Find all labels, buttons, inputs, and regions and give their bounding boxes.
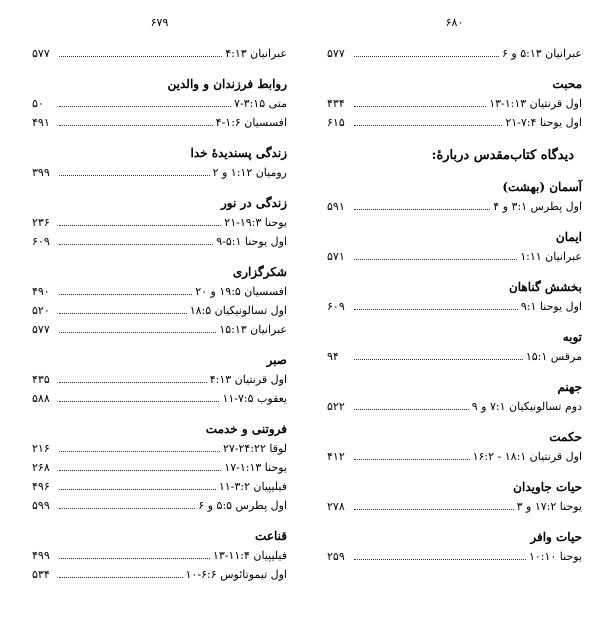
- index-entry: [32, 458, 287, 477]
- entry-reference: افسسیان ۱:۶-۴: [215, 116, 287, 129]
- dot-leader: [59, 304, 187, 314]
- dot-leader: [354, 500, 514, 510]
- index-entry: [32, 301, 287, 320]
- entry-page: ۵۷۷: [32, 323, 50, 336]
- page-number-left: ۶۷۹: [150, 16, 169, 29]
- index-section: [327, 378, 582, 416]
- index-entry: [32, 44, 287, 63]
- top-entry: [32, 44, 287, 63]
- index-section: [327, 328, 582, 366]
- section-title: توبه: [562, 330, 582, 344]
- index-section: [32, 144, 287, 182]
- entry-reference: اول پطرس ۵:۵ و ۶: [198, 499, 287, 512]
- index-section: [327, 178, 582, 216]
- entry-reference: متی ۳:۱۵-۷: [234, 97, 287, 110]
- dot-leader: [354, 200, 490, 210]
- right-page: [327, 16, 582, 578]
- index-entry: [32, 213, 287, 232]
- entry-page: ۴۹۰: [32, 285, 50, 298]
- dot-leader: [59, 568, 183, 578]
- entry-page: ۴۳۴: [327, 97, 345, 110]
- entry-reference: اول قرنتیان ۱۸:۱ - ۱۶:۲: [472, 450, 582, 463]
- entry-reference: اول پطرس ۳:۱ و ۴: [493, 200, 582, 213]
- index-entry: [32, 389, 287, 408]
- entry-page: ۴۱۲: [327, 450, 345, 463]
- entry-page: ۵۷۷: [32, 47, 50, 60]
- entry-reference: عبرانیان ۴:۱۳: [225, 47, 287, 60]
- index-entry: [32, 496, 287, 515]
- entry-page: ۶۱۵: [327, 116, 345, 129]
- entry-reference: اول یوحنا ۹:۱: [520, 300, 582, 313]
- section-title: ایمان: [555, 230, 582, 244]
- entry-reference: اول یوحنا ۵:۱-۹: [216, 235, 287, 248]
- entry-page: ۵۳۴: [32, 568, 50, 581]
- dot-leader: [59, 480, 216, 490]
- section-title: محبت: [552, 77, 582, 91]
- index-entry: [32, 163, 287, 182]
- index-entry: [32, 320, 287, 339]
- entry-page: ۲۵۹: [327, 550, 345, 563]
- dot-leader: [59, 549, 210, 559]
- dot-leader: [59, 216, 221, 226]
- index-section: [327, 75, 582, 132]
- index-entry: [32, 439, 287, 458]
- entry-reference: افسسیان ۱۹:۵ و ۲۰: [195, 285, 287, 298]
- entry-reference: عبرانیان ۱:۱۱: [520, 250, 582, 263]
- dot-leader: [354, 400, 469, 410]
- index-entry: [32, 232, 287, 251]
- entry-page: ۵۲۰: [32, 304, 50, 317]
- index-entry: [327, 44, 582, 63]
- dot-leader: [59, 392, 219, 402]
- index-entry: [327, 497, 582, 516]
- page-number-right: ۶۸۰: [445, 16, 464, 29]
- entry-reference: اول یوحنا ۷:۴-۲۱: [505, 116, 582, 129]
- index-section: [32, 420, 287, 515]
- index-section: [32, 194, 287, 251]
- section-title: صبر: [266, 353, 287, 367]
- index-entry: [327, 113, 582, 132]
- entry-reference: یوحنا ۱۹:۳-۲۱: [224, 216, 287, 229]
- dot-leader: [354, 97, 486, 107]
- section-title: فروتنی و خدمت: [205, 422, 287, 436]
- left-page: [32, 16, 287, 596]
- index-entry: [327, 347, 582, 366]
- entry-reference: فیلیپیان ۱۱:۴-۱۳: [212, 549, 287, 562]
- index-section: [32, 75, 287, 132]
- entry-page: ۴۹۱: [32, 116, 50, 129]
- index-entry: [32, 113, 287, 132]
- dot-leader: [354, 450, 470, 460]
- index-entry: [32, 565, 287, 584]
- entry-reference: اول تسالونیکیان ۱۸:۵: [189, 304, 287, 317]
- entry-page: ۶۰۹: [327, 300, 345, 313]
- top-entry: [327, 44, 582, 63]
- index-entry: [32, 370, 287, 389]
- index-section: [327, 478, 582, 516]
- entry-page: ۶۰۹: [32, 235, 50, 248]
- index-entry: [327, 447, 582, 466]
- section-title: شکرگزاری: [232, 265, 287, 279]
- entry-page: ۴۳۵: [32, 373, 50, 386]
- dot-leader: [59, 461, 221, 471]
- entry-page: ۴۹۹: [32, 549, 50, 562]
- index-entry: [327, 247, 582, 266]
- entry-reference: عبرانیان ۵:۱۳ و ۶: [502, 47, 582, 60]
- index-entry: [32, 282, 287, 301]
- dot-leader: [354, 300, 518, 310]
- index-section: [32, 527, 287, 584]
- entry-page: ۵۹۱: [327, 200, 345, 213]
- section-title: زندگی پسندیدهٔ خدا: [190, 146, 287, 160]
- entry-page: ۲۳۶: [32, 216, 50, 229]
- entry-reference: لوقا ۲۴:۲۲-۲۷: [222, 442, 287, 455]
- entry-reference: اول قرنتیان ۴:۱۳: [209, 373, 287, 386]
- entry-reference: اول قرنتیان ۱:۱۳-۱۳: [489, 97, 582, 110]
- dot-leader: [59, 116, 213, 126]
- section-title: بخشش گناهان: [508, 280, 582, 294]
- entry-page: ۵۷۷: [327, 47, 345, 60]
- dot-leader: [59, 442, 220, 452]
- index-entry: [327, 297, 582, 316]
- entry-page: ۵۲۲: [327, 400, 345, 413]
- index-entry: [327, 94, 582, 113]
- index-entry: [32, 546, 287, 565]
- entry-page: ۲۶۸: [32, 461, 50, 474]
- section-title: حیات جاویدان: [513, 480, 582, 494]
- index-section: [327, 528, 582, 566]
- entry-page: ۵۸۸: [32, 392, 50, 405]
- section-title: حیات وافر: [530, 530, 582, 544]
- entry-reference: یعقوب ۷:۵-۱۱: [222, 392, 287, 405]
- entry-reference: دوم تسالونیکیان ۷:۱ و ۹: [471, 400, 582, 413]
- section-title: زندگی در نور: [221, 196, 287, 210]
- entry-reference: یوحنا ۱:۱۳-۱۷: [224, 461, 287, 474]
- entry-reference: عبرانیان ۱۵:۱۳: [219, 323, 287, 336]
- dot-leader: [354, 116, 502, 126]
- index-entry: [32, 477, 287, 496]
- dot-leader: [59, 47, 222, 57]
- section-title: روابط فرزندان و والدین: [167, 77, 287, 91]
- index-entry: [32, 94, 287, 113]
- entry-page: ۲۷۸: [327, 500, 345, 513]
- index-section: [327, 228, 582, 266]
- entry-page: ۵۰: [32, 97, 44, 110]
- dot-leader: [354, 47, 499, 57]
- index-entry: [327, 197, 582, 216]
- dot-leader: [59, 499, 195, 509]
- entry-page: ۴۹۶: [32, 480, 50, 493]
- entry-reference: اول تیموتائوس ۶:۶-۱۰: [185, 568, 287, 581]
- section-title: آسمان (بهشت): [502, 180, 582, 194]
- index-section: [32, 351, 287, 408]
- section-title: حکمت: [549, 430, 582, 444]
- dot-leader: [59, 285, 192, 295]
- entry-page: ۳۹۹: [32, 166, 50, 179]
- dot-leader: [59, 323, 216, 333]
- section-heading: دیدگاه کتاب‌مقدس دربارهٔ:: [431, 148, 574, 163]
- entry-page: ۵۷۱: [327, 250, 345, 263]
- index-entry: [327, 547, 582, 566]
- dot-leader: [354, 350, 523, 360]
- dot-leader: [59, 97, 231, 107]
- dot-leader: [354, 550, 526, 560]
- entry-reference: فیلیپیان ۳:۲-۱۱: [218, 480, 287, 493]
- index-entry: [327, 397, 582, 416]
- entry-page: ۵۹۹: [32, 499, 50, 512]
- index-section: [327, 278, 582, 316]
- entry-reference: یوحنا ۱۷:۲ و ۳: [516, 500, 582, 513]
- index-section: [327, 428, 582, 466]
- dot-leader: [59, 373, 207, 383]
- entry-reference: رومیان ۱:۱۲ و ۲: [212, 166, 287, 179]
- entry-page: ۹۴: [327, 350, 339, 363]
- dot-leader: [59, 235, 213, 245]
- section-title: جهنم: [557, 380, 582, 394]
- dot-leader: [59, 166, 210, 176]
- dot-leader: [354, 250, 517, 260]
- section-title: قناعت: [255, 529, 287, 543]
- entry-page: ۲۱۶: [32, 442, 50, 455]
- entry-reference: مرقس ۱۵:۱: [525, 350, 582, 363]
- index-section: [32, 263, 287, 339]
- entry-reference: یوحنا ۱۰:۱۰: [528, 550, 582, 563]
